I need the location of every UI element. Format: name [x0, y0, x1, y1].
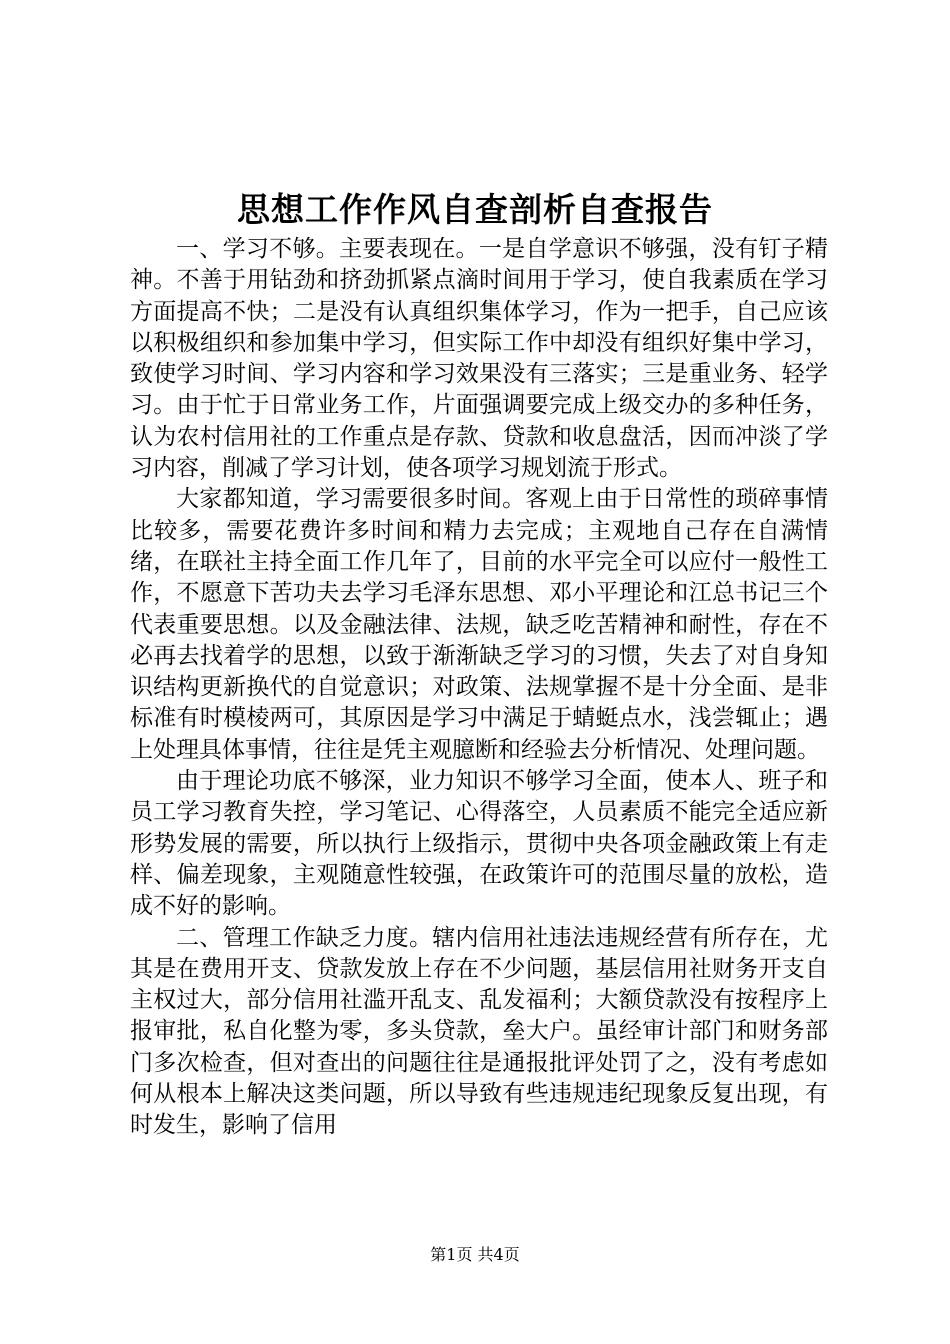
document-title: 思想工作作风自查剖析自查报告 — [237, 190, 713, 229]
paragraph: 大家都知道，学习需要很多时间。客观上由于日常性的琐碎事情比较多，需要花费许多时间和精力去完成；主观地自己存在自满情绪，在联社主持全面工作几年了，目前的水平完全可以应付一般性工作，不愿意下苦功夫去学习毛泽东思想、邓小平理论和江总书记三个代表重要思想。以及金融法律、法规，缺乏吃苦精神和耐性，存在不必再去找着学的思想，以致于渐渐缺乏学习的习惯，失去了对自身知识结构更新换代的自觉意识；对政策、法规掌握不是十分全面、是非标准有时模棱两可，其原因是学习中满足于蜻蜓点水，浅尝辄止；遇上处理具体事情，往往是凭主观臆断和经验去分析情况、处理问题。 — [130, 486, 828, 763]
paragraph: 一、学习不够。主要表现在。一是自学意识不够强，没有钉子精神。不善于用钻劲和挤劲抓紧点滴时间用于学习，使自我素质在学习方面提高不快；二是没有认真组织集体学习，作为一把手，自己应该以积极组织和参加集中学习，但实际工作中却没有组织好集中学习，致使学习时间、学习内容和学习效果没有三落实；三是重业务、轻学习。由于忙于日常业务工作，片面强调要完成上级交办的多种任务，认为农村信用社的工作重点是存款、贷款和收息盘活，因而冲淡了学习内容，削减了学习计划，使各项学习规划流于形式。 — [130, 236, 828, 482]
page-number-footer: 第1页 共4页 — [430, 1245, 520, 1264]
paragraph: 由于理论功底不够深，业力知识不够学习全面，使本人、班子和员工学习教育失控，学习笔记、心得落空，人员素质不能完全适应新形势发展的需要，所以执行上级指示，贯彻中央各项金融政策上有走样、偏差现象，主观随意性较强，在政策许可的范围尽量的放松，造成不好的影响。 — [130, 768, 828, 920]
document-body — [130, 234, 828, 1142]
paragraph: 二、管理工作缺乏力度。辖内信用社违法违规经营有所存在，尤其是在费用开支、贷款发放上存在不少问题，基层信用社财务开支自主权过大，部分信用社滥开乱支、乱发福利；大额贷款没有按程序上报审批，私自化整为零，多头贷款，垒大户。虽经审计部门和财务部门多次检查，但对查出的问题往往是通报批评处罚了之，没有考虑如何从根本上解决这类问题，所以导致有些违规违纪现象反复出现，有时发生，影响了信用 — [130, 924, 828, 1139]
